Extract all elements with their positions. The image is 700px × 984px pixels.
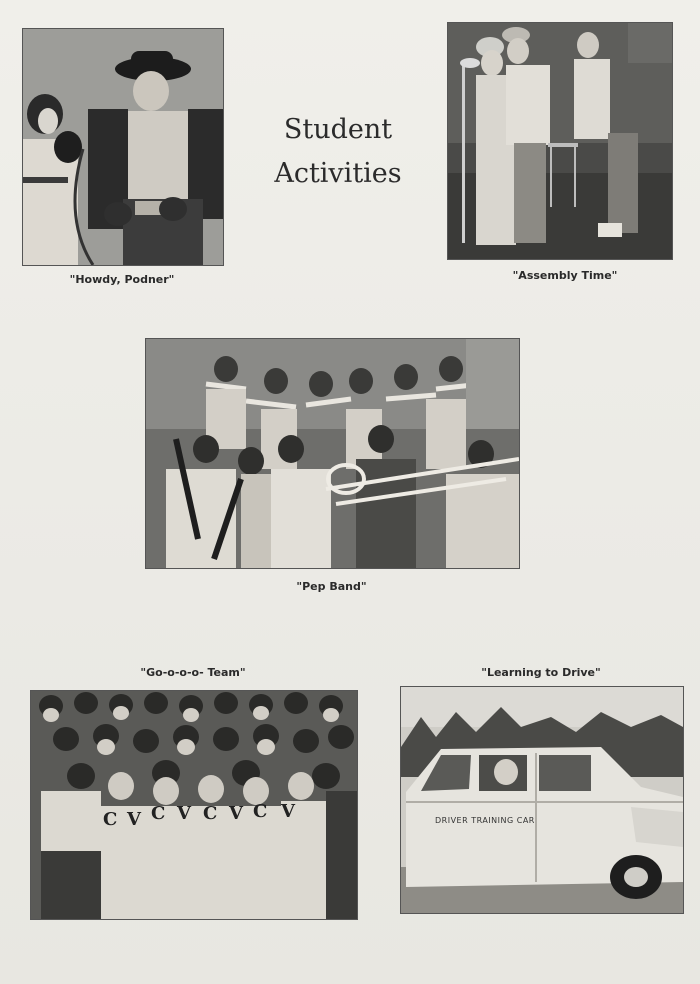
sweater-letter-c: C <box>203 803 218 824</box>
go-team-image <box>31 691 357 919</box>
car-door-text: DRIVER TRAINING CAR <box>435 816 535 825</box>
assembly-time-image <box>448 23 672 259</box>
sweater-letter-c: C <box>103 809 118 830</box>
photo-learning-to-drive <box>400 686 684 914</box>
sweater-letter-c: C <box>253 801 268 822</box>
title-line-1: Student <box>283 114 393 145</box>
learning-to-drive-image <box>401 687 683 913</box>
sweater-letter-v: V <box>127 809 141 830</box>
howdy-podner-image <box>23 29 223 265</box>
sweater-letter-c: C <box>151 803 166 824</box>
caption-learning-to-drive: "Learning to Drive" <box>481 666 601 679</box>
caption-pep-band: "Pep Band" <box>296 580 367 593</box>
sweater-letter-v: V <box>229 803 243 824</box>
caption-assembly-time: "Assembly Time" <box>512 269 618 282</box>
caption-go-team: "Go-o-o-o- Team" <box>140 666 246 679</box>
sweater-letter-v: V <box>281 801 295 822</box>
title-line-2: Activities <box>274 158 402 189</box>
photo-go-team <box>30 690 358 920</box>
photo-pep-band <box>145 338 520 569</box>
page-title <box>258 108 418 196</box>
photo-assembly-time <box>447 22 673 260</box>
pep-band-image <box>146 339 519 568</box>
sweater-letter-v: V <box>177 803 191 824</box>
photo-howdy-podner <box>22 28 224 266</box>
caption-howdy-podner: "Howdy, Podner" <box>69 273 175 286</box>
